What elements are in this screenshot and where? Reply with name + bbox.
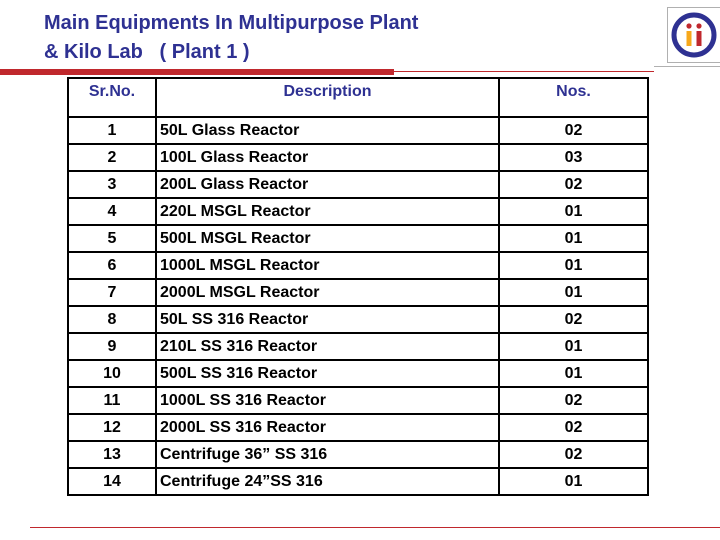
- table-row: [68, 414, 648, 441]
- table-row: [68, 225, 648, 252]
- cell-sr-no: 6: [68, 252, 156, 279]
- cell-nos: 03: [499, 144, 648, 171]
- cell-nos: 02: [499, 171, 648, 198]
- logo-rule: [654, 66, 720, 67]
- cell-nos: 02: [499, 441, 648, 468]
- cell-description: 200L Glass Reactor: [156, 171, 499, 198]
- cell-description: 1000L MSGL Reactor: [156, 252, 499, 279]
- company-logo-icon: [668, 8, 720, 62]
- cell-description: 50L Glass Reactor: [156, 117, 499, 144]
- cell-description: 50L SS 316 Reactor: [156, 306, 499, 333]
- cell-sr-no: 13: [68, 441, 156, 468]
- cell-description: Centrifuge 24”SS 316: [156, 468, 499, 495]
- title-line-1: Main Equipments In Multipurpose Plant: [44, 12, 419, 34]
- cell-description: 500L SS 316 Reactor: [156, 360, 499, 387]
- cell-nos: 01: [499, 333, 648, 360]
- cell-sr-no: 7: [68, 279, 156, 306]
- cell-nos: 01: [499, 360, 648, 387]
- cell-sr-no: 5: [68, 225, 156, 252]
- cell-description: 500L MSGL Reactor: [156, 225, 499, 252]
- cell-nos: 02: [499, 414, 648, 441]
- cell-description: 2000L MSGL Reactor: [156, 279, 499, 306]
- cell-sr-no: 8: [68, 306, 156, 333]
- table-row: [68, 441, 648, 468]
- cell-description: 220L MSGL Reactor: [156, 198, 499, 225]
- slide-title: [44, 9, 604, 67]
- cell-sr-no: 4: [68, 198, 156, 225]
- cell-nos: 01: [499, 252, 648, 279]
- footer-rule: [30, 527, 720, 528]
- title-line-2: & Kilo Lab ( Plant 1 ): [44, 41, 250, 63]
- table-row: [68, 306, 648, 333]
- equipment-table: [67, 77, 649, 496]
- table-row: [68, 252, 648, 279]
- title-underline: [0, 69, 394, 75]
- cell-nos: 02: [499, 306, 648, 333]
- cell-nos: 02: [499, 117, 648, 144]
- header-sr-no: Sr.No.: [68, 78, 156, 117]
- cell-description: 210L SS 316 Reactor: [156, 333, 499, 360]
- table-row: [68, 360, 648, 387]
- table-row: [68, 387, 648, 414]
- cell-description: 100L Glass Reactor: [156, 144, 499, 171]
- cell-nos: 01: [499, 468, 648, 495]
- cell-description: 1000L SS 316 Reactor: [156, 387, 499, 414]
- cell-nos: 01: [499, 198, 648, 225]
- cell-sr-no: 1: [68, 117, 156, 144]
- cell-sr-no: 3: [68, 171, 156, 198]
- cell-nos: 02: [499, 387, 648, 414]
- table-row: [68, 333, 648, 360]
- header-description: Description: [156, 78, 499, 117]
- cell-sr-no: 14: [68, 468, 156, 495]
- cell-sr-no: 9: [68, 333, 156, 360]
- cell-sr-no: 10: [68, 360, 156, 387]
- title-underline-thin: [394, 71, 654, 72]
- table-row: [68, 171, 648, 198]
- table-header-row: [68, 78, 648, 117]
- cell-sr-no: 11: [68, 387, 156, 414]
- table-row: [68, 279, 648, 306]
- header-nos: Nos.: [499, 78, 648, 117]
- table-row: [68, 198, 648, 225]
- table-body: [68, 117, 648, 495]
- cell-nos: 01: [499, 225, 648, 252]
- table-row: [68, 117, 648, 144]
- company-logo: [667, 7, 720, 63]
- table-row: [68, 144, 648, 171]
- cell-sr-no: 12: [68, 414, 156, 441]
- cell-sr-no: 2: [68, 144, 156, 171]
- cell-description: 2000L SS 316 Reactor: [156, 414, 499, 441]
- table-row: [68, 468, 648, 495]
- cell-description: Centrifuge 36” SS 316: [156, 441, 499, 468]
- cell-nos: 01: [499, 279, 648, 306]
